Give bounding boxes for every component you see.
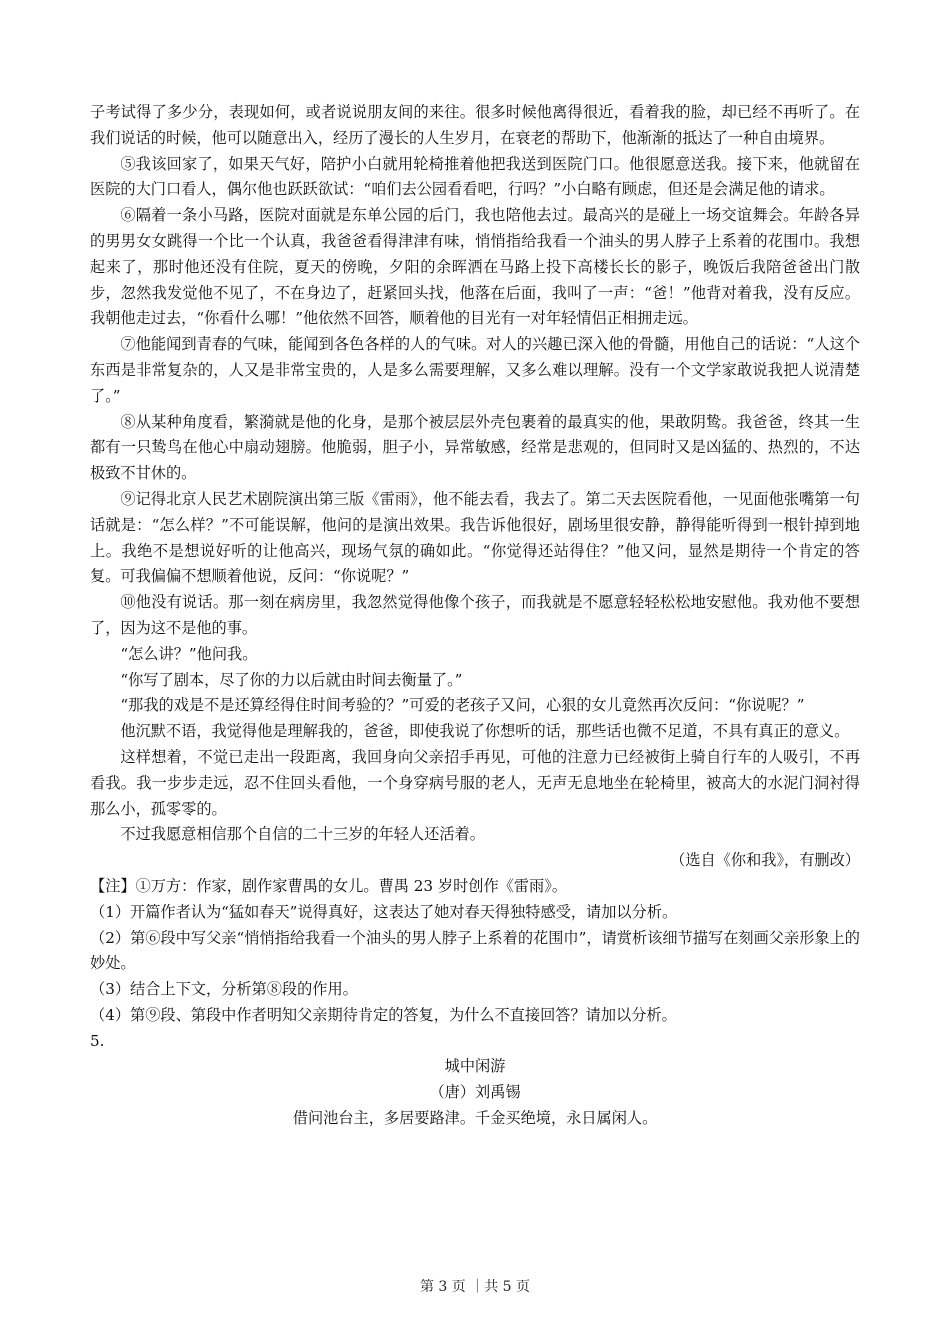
paragraph-10: ⑩他没有说话。那一刻在病房里，我忽然觉得他像个孩子，而我就是不愿意轻轻松松地安慰他。我劝他不要想了，因为这不是他的事。	[90, 593, 860, 637]
dialogue-line: “你写了剧本，尽了你的力以后就由时间去衡量了。”	[120, 670, 463, 689]
paragraph: 他沉默不语，我觉得他是理解我的，爸爸，即使我说了你想听的话，那些话也微不足道，不具有真正的意义。	[120, 722, 850, 741]
document-body	[90, 100, 860, 1132]
page-footer: 第 3 页 ｜共 5 页	[419, 1279, 531, 1295]
paragraph-8: ⑧从某种角度看，繁漪就是他的化身，是那个被层层外壳包裹着的最真实的他，果敢阴鸷。我爸爸，终其一生都有一只鸷鸟在他心中扇动翅膀。他脆弱，胆子小，异常敏感，经常是悲观的，但同时又是凶猛的、热烈的，不达极致不甘休的。	[90, 412, 860, 483]
paragraph-9: ⑨记得北京人民艺术剧院演出第三版《雷雨》，他不能去看，我去了。第二天去医院看他，一见面他张嘴第一句话就是：“怎么样？”不可能误解，他问的是演出效果。我告诉他很好，剧场里很安静，静得能听得到一根针掉到地上。我绝不是想说好听的让他高兴，现场气氛的确如此。“你觉得还站得住？”他又问，显然是期待一个肯定的答复。可我偏偏不想顺着他说，反问：“你说呢？”	[90, 489, 860, 586]
paragraph-5: ⑤我该回家了，如果天气好，陪护小白就用轮椅推着他把我送到医院门口。他很愿意送我。接下来，他就留在医院的大门口看人，偶尔他也跃跃欲试：“咱们去公园看看吧，行吗？”小白略有顾虑，但还是会满足他的请求。	[90, 154, 860, 199]
footnote: 【注】①万方：作家，剧作家曹禺的女儿。曹禺 23 岁时创作《雷雨》。	[90, 876, 568, 895]
dialogue-line: “怎么讲？”他问我。	[120, 644, 258, 663]
source-citation: （选自《你和我》，有删改）	[670, 851, 860, 870]
poem-line: 借问池台主，多居要路津。千金买绝境，永日属闲人。	[292, 1109, 658, 1128]
paragraph: 这样想着，不觉已走出一段距离，我回身向父亲招手再见，可他的注意力已经被街上骑自行车的人吸引，不再看我。我一步步走远，忍不住回头看他，一个身穿病号服的老人，无声无息地坐在轮椅里，被高大的水泥门洞衬得那么小，孤零零的。	[90, 747, 860, 818]
poem-author: （唐）刘禹锡	[429, 1083, 521, 1102]
question-2: （2）第⑥段中写父亲“悄悄指给我看一个油头的男人脖子上系着的花围巾”，请赏析该细节描写在刻画父亲形象上的妙处。	[90, 928, 860, 973]
question-1: （1）开篇作者认为“猛如春天”说得真好，这表达了她对春天得独特感受，请加以分析。	[90, 902, 678, 921]
dialogue-line: “那我的戏是不是还算经得住时间考验的？”可爱的老孩子又问，心狠的女儿竟然再次反问：“你说呢？”	[120, 696, 805, 715]
question-3: （3）结合上下文，分析第⑧段的作用。	[90, 980, 358, 999]
question-4: （4）第⑨段、第段中作者明知父亲期待肯定的答复，为什么不直接回答？请加以分析。	[90, 1005, 677, 1024]
paragraph-closing: 不过我愿意相信那个自信的二十三岁的年轻人还活着。	[120, 825, 485, 844]
poem-title: 城中闲游	[444, 1057, 506, 1076]
question-number: 5.	[90, 1031, 105, 1050]
paragraph-7: ⑦他能闻到青春的气味，能闻到各色各样的人的气味。对人的兴趣已深入他的骨髓，用他自己的话说：“人这个东西是非常复杂的，人又是非常宝贵的，人是多么需要理解，又多么难以理解。没有一个文学家敢说我把人说清楚了。”	[90, 335, 860, 405]
paragraph-continued: 子考试得了多少分，表现如何，或者说说朋友间的来往。很多时候他离得很近，看着我的脸，却已经不再听了。在我们说话的时候，他可以随意出入，经历了漫长的人生岁月，在衰老的帮助下，他渐渐的抵达了一种自由境界。	[90, 103, 860, 147]
paragraph-6: ⑥隔着一条小马路，医院对面就是东单公园的后门，我也陪他去过。最高兴的是碰上一场交谊舞会。年龄各异的男男女女跳得一个比一个认真，我爸爸看得津津有味，悄悄指给我看一个油头的男人脖子上系着的花围巾。我想起来了，那时他还没有住院，夏天的傍晚，夕阳的余晖洒在马路上投下高楼长长的影子，晚饭后我陪爸爸出门散步，忽然我发觉他不见了，不在身边了，赶紧回头找，他落在后面，我叫了一声：“爸！”他背对着我，没有反应。我朝他走过去，“你看什么哪！”他依然不回答，顺着他的目光有一对年轻情侣正相拥走远。	[90, 206, 860, 328]
